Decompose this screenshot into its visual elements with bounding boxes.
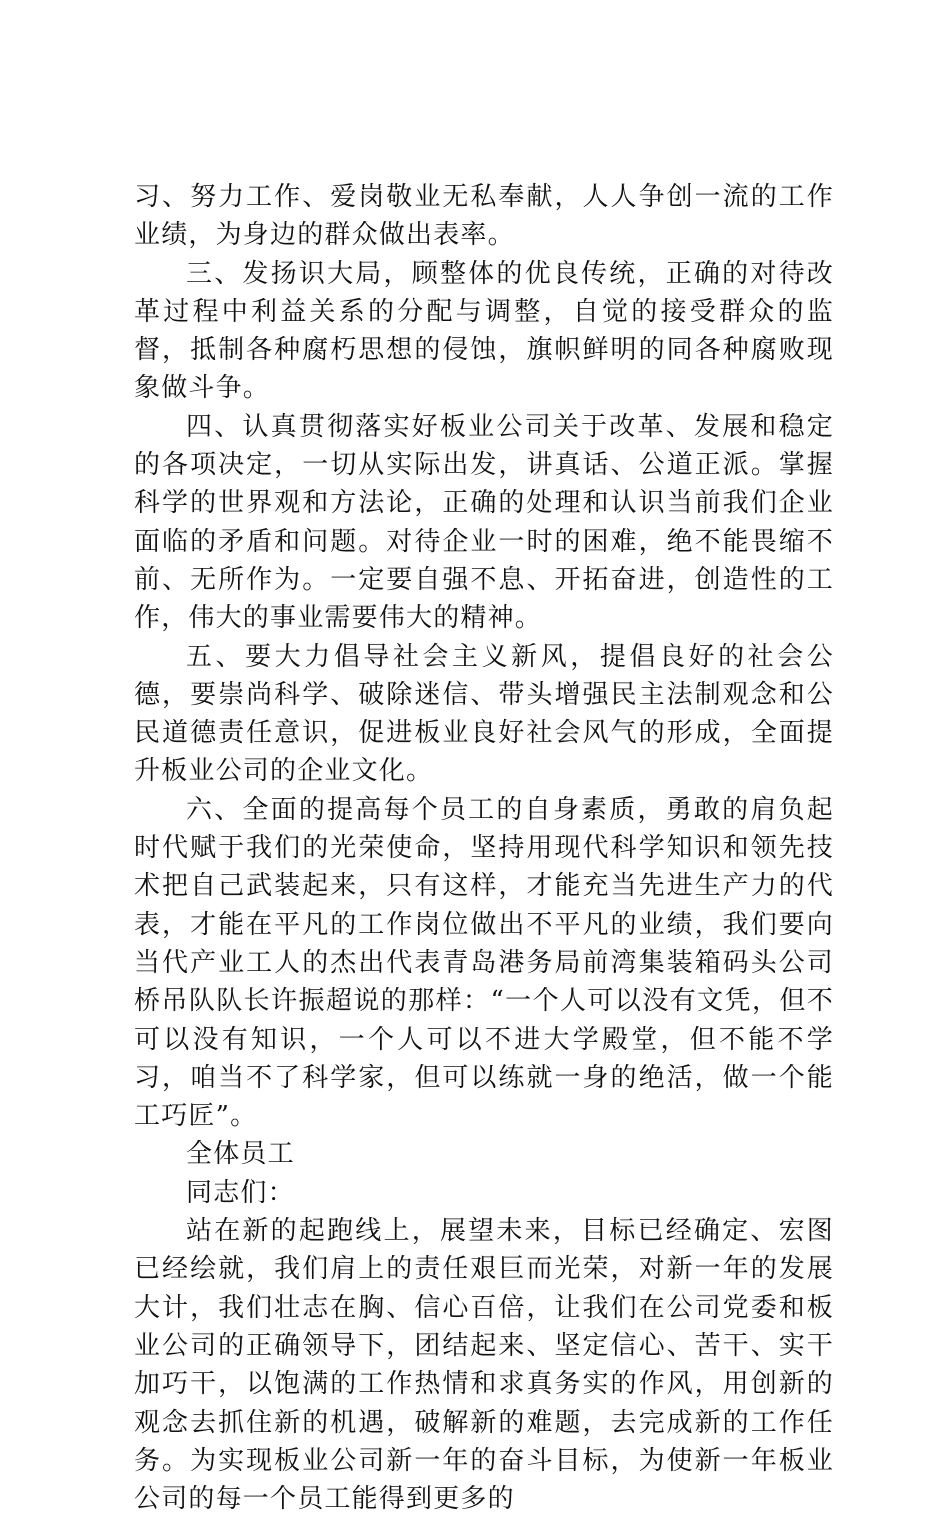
document-body [134, 178, 834, 1518]
paragraph-closing: 站在新的起跑线上，展望未来，目标已经确定、宏图已经绘就，我们肩上的责任艰巨而光荣，对新一年的发展大计，我们壮志在胸、信心百倍，让我们在公司党委和板业公司的正确领导下，团结起来、坚定信心、苦干、实干加巧干，以饱满的工作热情和求真务实的作风，用创新的观念去抓住新的机遇，破解新的难题，去完成新的工作任务。为实现板业公司新一年的奋斗目标，为使新一年板业公司的每一个员工能得到更多的 [134, 1216, 834, 1515]
paragraph-six: 六、全面的提高每个员工的自身素质，勇敢的肩负起时代赋于我们的光荣使命，坚持用现代科学知识和领先技术把自己武装起来，只有这样，才能充当先进生产力的代表，才能在平凡的工作岗位做出不平凡的业绩，我们要向当代产业工人的杰出代表青岛港务局前湾集装箱码头公司桥吊队队长许振超说的那样：“一个人可以没有文凭，但不可以没有知识，一个人可以不进大学殿堂，但不能不学习，咱当不了科学家，但可以练就一身的绝活，做一个能工巧匠”。 [134, 794, 834, 1132]
paragraph-four: 四、认真贯彻落实好板业公司关于改革、发展和稳定的各项决定，一切从实际出发，讲真话、公道正派。掌握科学的世界观和方法论，正确的处理和认识当前我们企业面临的矛盾和问题。对待企业一时的困难，绝不能畏缩不前、无所作为。一定要自强不息、开拓奋进，创造性的工作，伟大的事业需要伟大的精神。 [134, 411, 834, 634]
salutation-line: 同志们： [186, 1177, 295, 1208]
paragraph-five: 五、要大力倡导社会主义新风，提倡良好的社会公德，要崇尚科学、破除迷信、带头增强民主法制观念和公民道德责任意识，促进板业良好社会风气的形成，全面提升板业公司的企业文化。 [134, 641, 834, 787]
recipient-line: 全体员工 [186, 1139, 295, 1170]
paragraph-continuation: 习、努力工作、爱岗敬业无私奉献，人人争创一流的工作业绩，为身边的群众做出表率。 [134, 182, 834, 251]
paragraph-three: 三、发扬识大局，顾整体的优良传统，正确的对待改革过程中利益关系的分配与调整，自觉的接受群众的监督，抵制各种腐朽思想的侵蚀，旗帜鲜明的同各种腐败现象做斗争。 [134, 258, 834, 404]
